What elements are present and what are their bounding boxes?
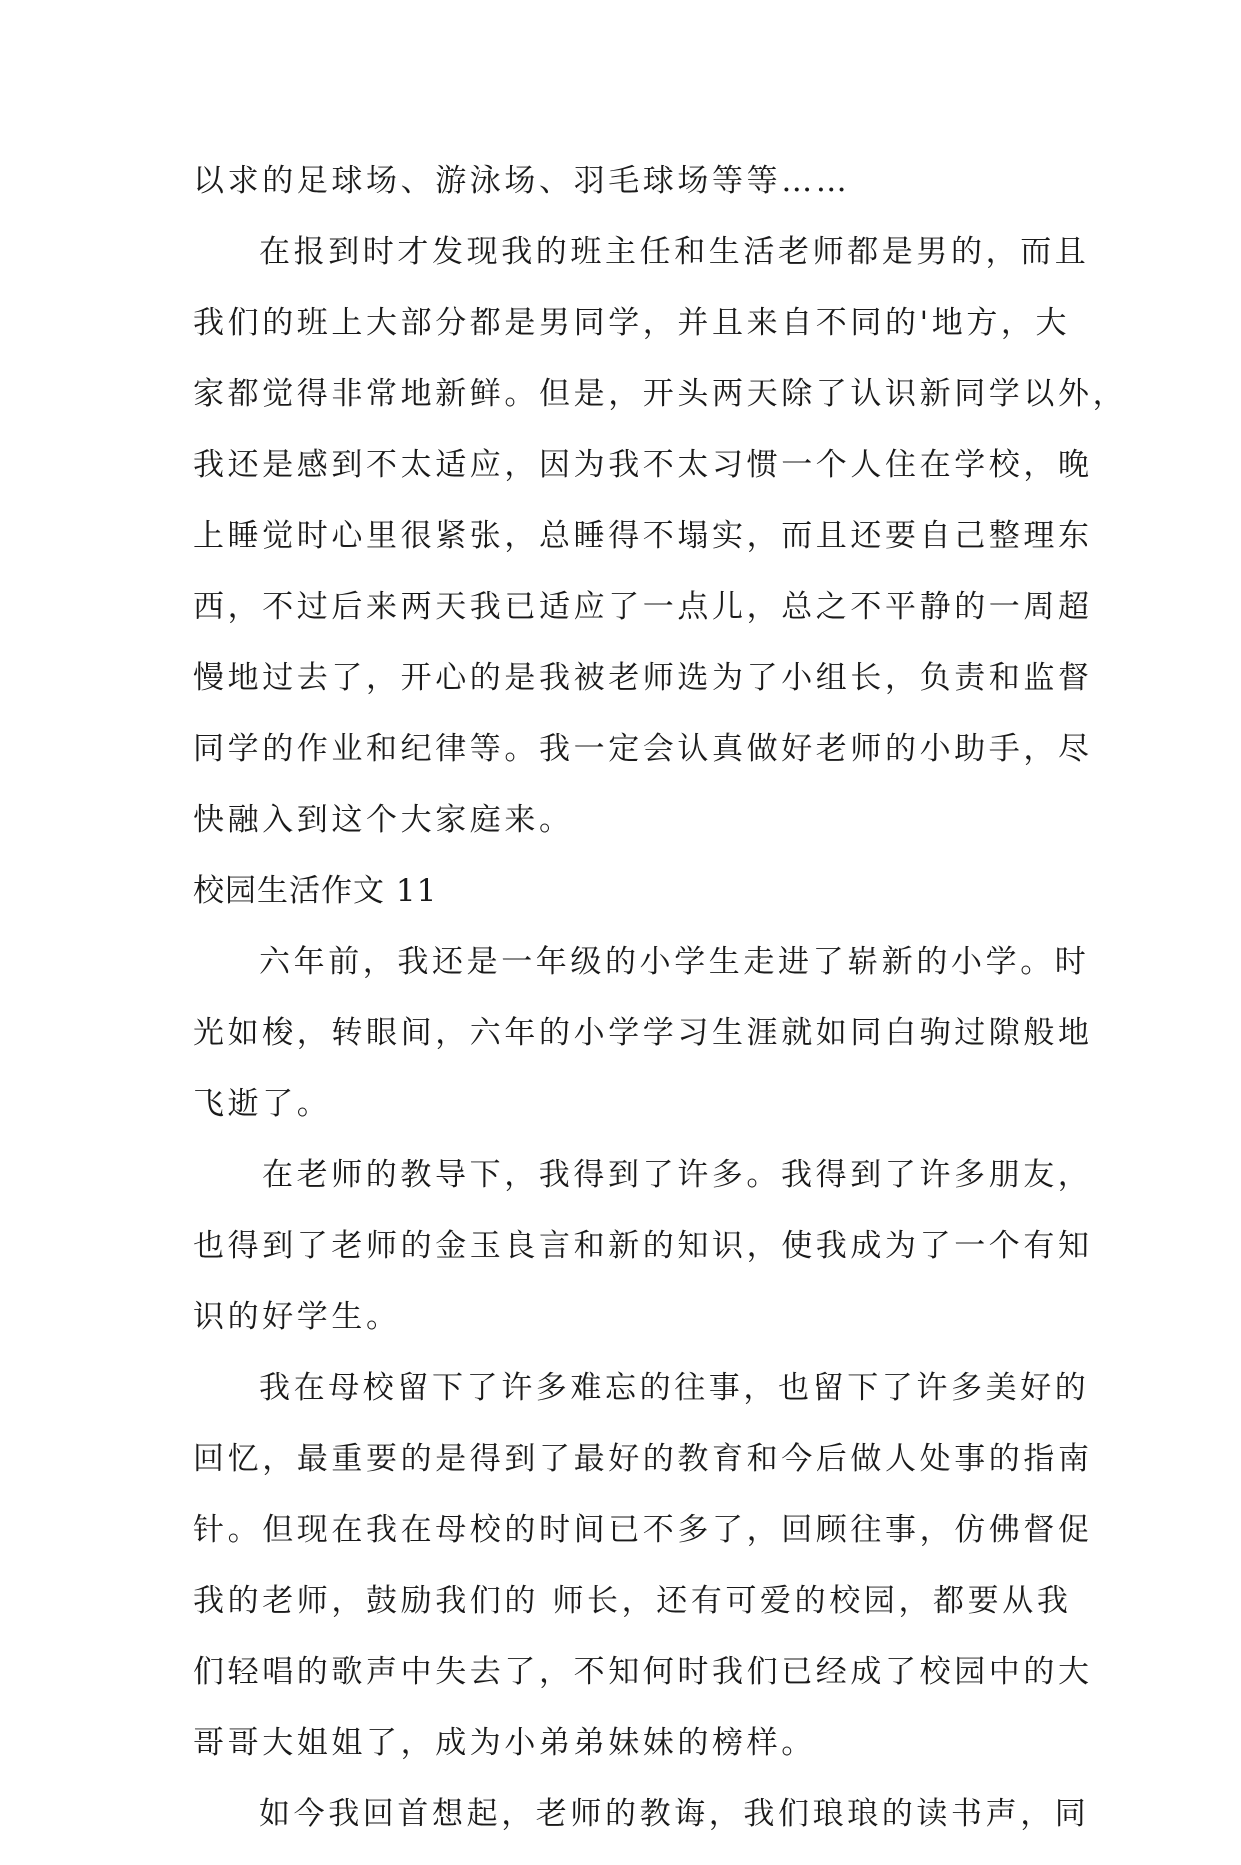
text-line: 西，不过后来两天我已适应了一点儿，总之不平静的一周超 — [193, 589, 1093, 625]
section-heading: 校园生活作文 11 — [193, 873, 438, 909]
document-body — [193, 161, 1128, 1865]
paragraph-first-line: 六年前，我还是一年级的小学生走进了崭新的小学。时 — [259, 944, 1090, 980]
text-line: 回忆，最重要的是得到了最好的教育和今后做人处事的指南 — [193, 1441, 1093, 1477]
text-line: 光如梭，转眼间，六年的小学学习生涯就如同白驹过隙般地 — [193, 1015, 1093, 1051]
text-line: 哥哥大姐姐了，成为小弟弟妹妹的榜样。 — [193, 1725, 816, 1761]
text-line: 针。但现在我在母校的时间已不多了，回顾往事，仿佛督促 — [193, 1512, 1093, 1548]
text-line: 飞逝了。 — [193, 1086, 332, 1122]
paragraph-first-line: 在报到时才发现我的班主任和生活老师都是男的，而且 — [259, 234, 1090, 270]
text-line: 我还是感到不太适应，因为我不太习惯一个人住在学校，晚 — [193, 447, 1093, 483]
text-line: 快融入到这个大家庭来。 — [193, 802, 574, 838]
text-line: 慢地过去了，开心的是我被老师选为了小组长，负责和监督 — [193, 660, 1093, 696]
text-line: 识的好学生。 — [193, 1299, 401, 1335]
text-line: 我们的班上大部分都是男同学，并且来自不同的'地方，大 — [193, 305, 1071, 341]
text-line: 以求的足球场、游泳场、羽毛球场等等…… — [193, 163, 851, 199]
text-line: 同学的作业和纪律等。我一定会认真做好老师的小助手，尽 — [193, 731, 1093, 767]
text-line: 们轻唱的歌声中失去了，不知何时我们已经成了校园中的大 — [193, 1654, 1093, 1690]
text-line: 我的老师，鼓励我们的 师长，还有可爱的校园，都要从我 — [193, 1583, 1072, 1619]
text-line: 上睡觉时心里很紧张，总睡得不塌实，而且还要自己整理东 — [193, 518, 1093, 554]
paragraph-first-line: 我在母校留下了许多难忘的往事，也留下了许多美好的 — [259, 1370, 1090, 1406]
paragraph-first-line: 在老师的教导下，我得到了许多。我得到了许多朋友， — [262, 1157, 1093, 1193]
text-line: 也得到了老师的金玉良言和新的知识，使我成为了一个有知 — [193, 1228, 1093, 1264]
paragraph-first-line: 如今我回首想起，老师的教诲，我们琅琅的读书声，同 — [259, 1796, 1090, 1832]
text-line: 家都觉得非常地新鲜。但是，开头两天除了认识新同学以外， — [193, 376, 1128, 412]
